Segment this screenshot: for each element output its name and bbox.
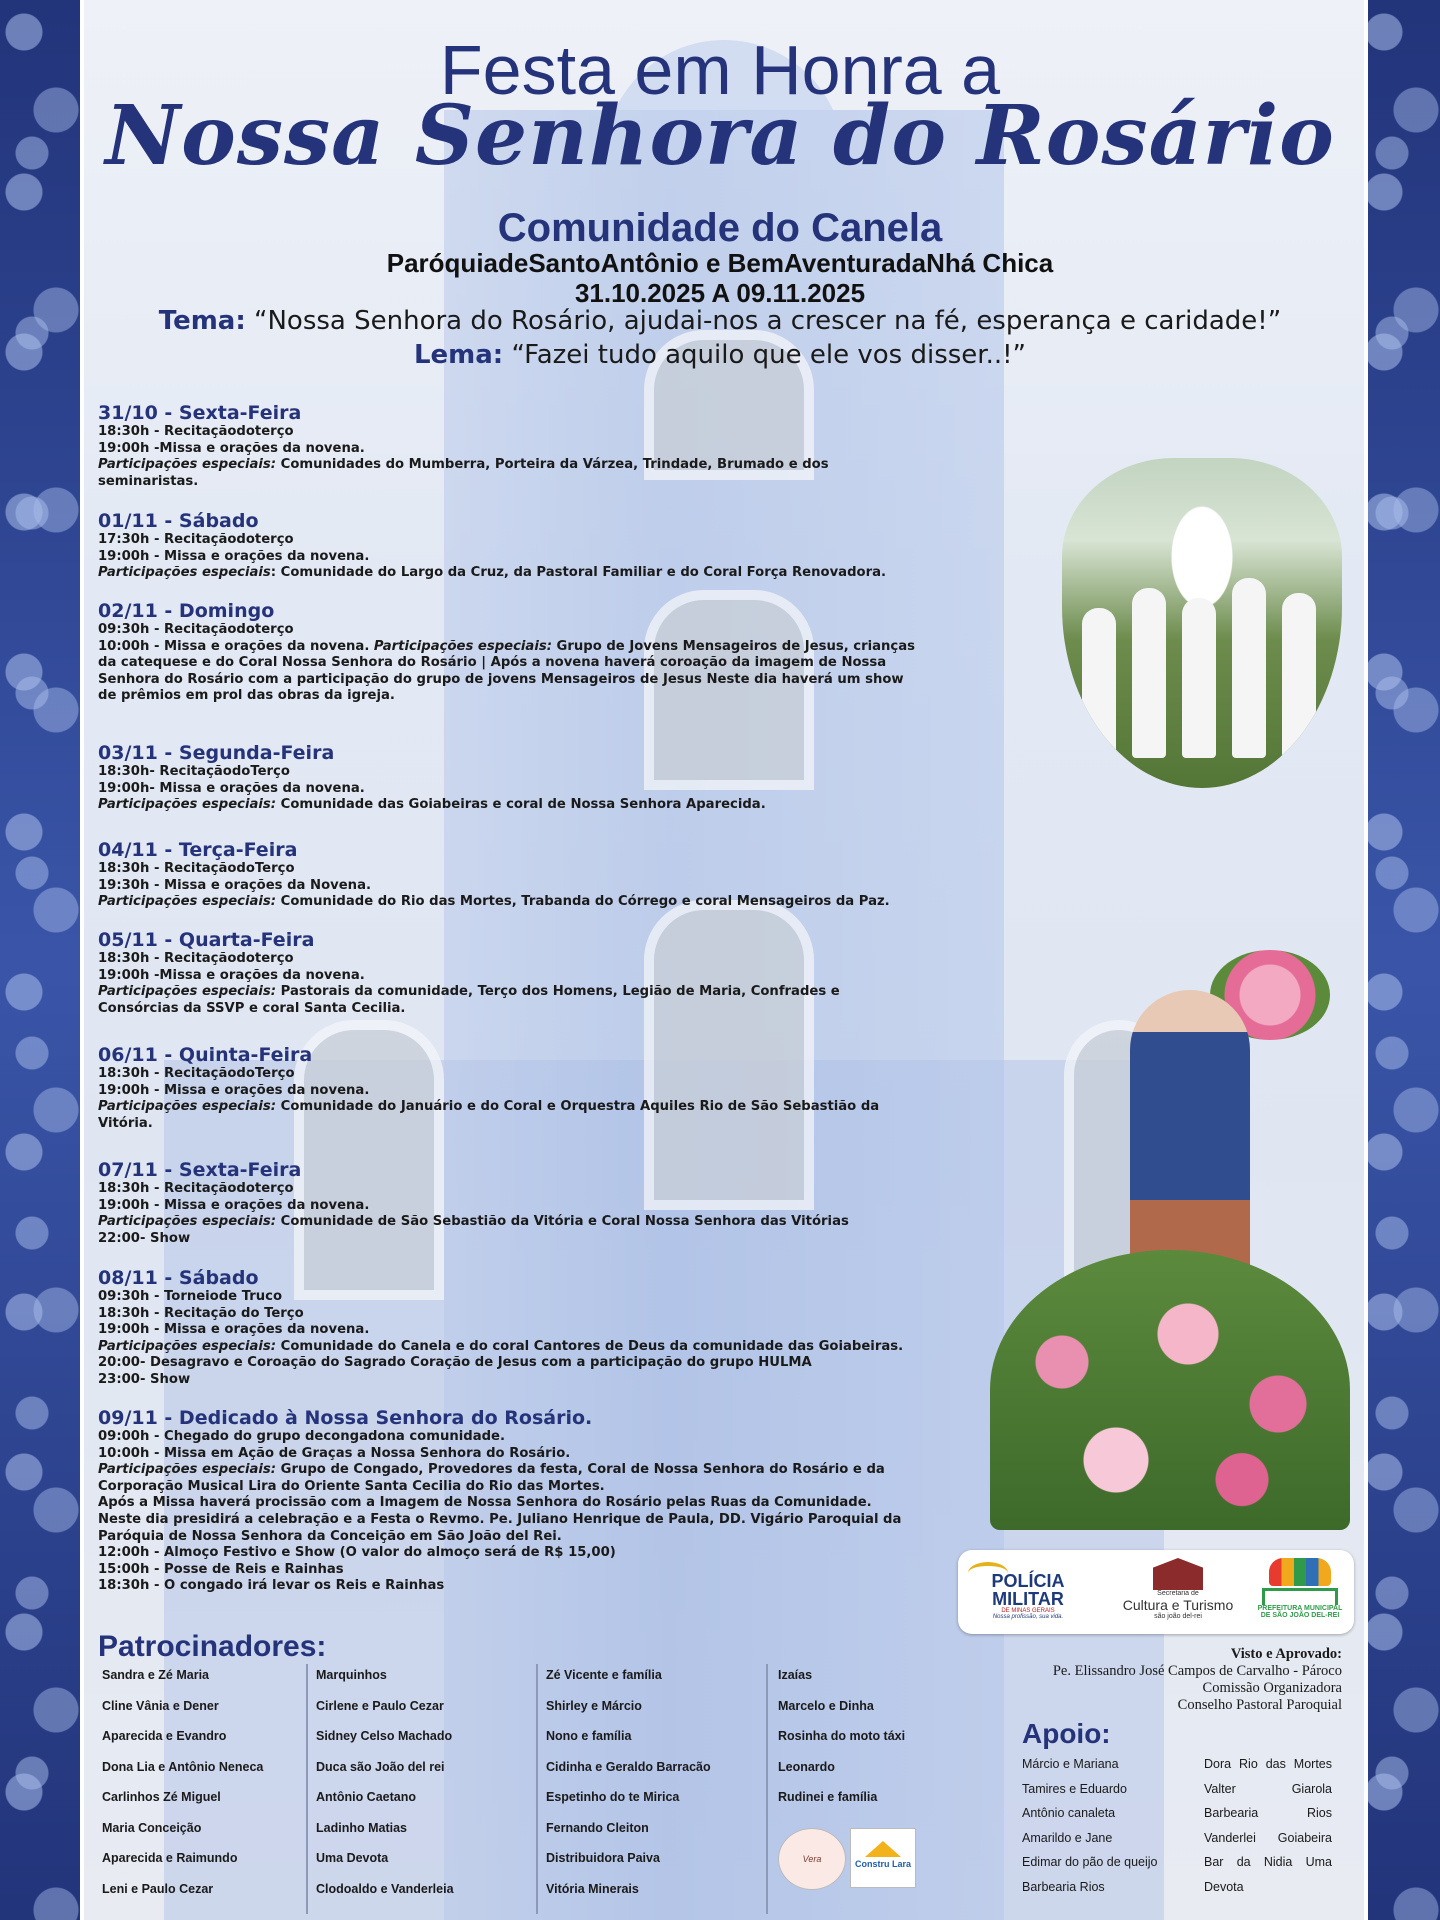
sponsor-name: Maria Conceição [102, 1820, 202, 1835]
schedule-line: Participações especiais: Comunidade de São Sebastião da Vitória e Coral Nossa Senhora das Vitórias [98, 1214, 849, 1230]
vera-logo: Vera [778, 1828, 846, 1890]
dancer-figure [1082, 608, 1116, 758]
sponsor-name: Rudinei e família [778, 1790, 878, 1804]
support-title: Apoio: [1022, 1718, 1111, 1749]
congado-photo [1062, 458, 1342, 788]
schedule-line: 19:00h -Missa e orações da novena. [98, 440, 365, 456]
statue-figure [1130, 990, 1250, 1290]
schedule-line: 20:00- Desagravo e Coroação do Sagrado Coração de Jesus com a participação do grupo HULMA [98, 1355, 812, 1371]
schedule-day [98, 1407, 958, 1595]
schedule-line: Participações especiais: Comunidade do Januário e do Coral e Orquestra Aquiles Rio de São Sebastião da [98, 1099, 880, 1115]
sponsor-name: Izaías [778, 1668, 813, 1682]
schedule-line: 09:30h - Recitaçãodoterço [98, 622, 294, 637]
schedule-line: 19:30h - Missa e orações da Novena. [98, 877, 371, 893]
construlara-logo [850, 1828, 916, 1888]
policia-militar-logo [968, 1558, 1088, 1626]
day-title: 01/11 - Sábado [98, 510, 259, 532]
arch-icon [1262, 1588, 1338, 1605]
day-title: 07/11 - Sexta-Feira [98, 1159, 302, 1181]
sponsor-name: Clodoaldo e Vanderleia [316, 1881, 454, 1896]
schedule-line: 18:30h - O congado irá levar os Reis e Rainhas [98, 1578, 445, 1594]
title-line2: Nossa Senhora do Rosário [105, 88, 1335, 184]
schedule-line: de prêmios em prol das obras da igreja. [98, 688, 395, 704]
logo-text: Constru Lara [854, 1859, 911, 1869]
logo-text: são joão del-rei [1154, 1613, 1202, 1620]
schedule-line: 18:30h - Recitaçãodoterço [98, 1181, 294, 1196]
schedule-line: 19:00h- Missa e orações da novena. [98, 780, 365, 796]
sponsor-name: Duca são João del rei [316, 1759, 445, 1774]
schedule-line: 17:30h - Recitaçãodoterço [98, 532, 294, 547]
motto-text: “Fazei tudo aquilo que ele vos disser..!” [511, 340, 1027, 370]
sponsor-name: Marcelo e Dinha [778, 1698, 874, 1713]
supporter-name: Barbearia Rios [1204, 1806, 1332, 1820]
schedule-day [98, 600, 958, 705]
supporter-name: Amarildo e Jane [1022, 1830, 1113, 1845]
dancer-figure [1282, 593, 1316, 758]
our-lady-statue-image [990, 950, 1350, 1530]
schedule-day [98, 402, 958, 490]
logo-text: MILITAR [992, 1589, 1064, 1609]
schedule-line: Vitória. [98, 1115, 153, 1131]
day-title: 05/11 - Quarta-Feira [98, 929, 315, 951]
motto [0, 340, 1440, 370]
sponsor-name: Carlinhos Zé Miguel [102, 1790, 221, 1804]
sponsor-name: Vitória Minerais [546, 1881, 639, 1896]
column-divider [306, 1664, 308, 1914]
schedule-day [98, 742, 958, 814]
schedule-line: 18:30h - Recitação do Terço [98, 1305, 304, 1321]
theme [0, 306, 1440, 336]
sponsor-name: Cidinha e Geraldo Barracão [546, 1759, 711, 1774]
special-participation-label: Participações especiais: [98, 1099, 277, 1115]
approval-heading: Visto e Aprovado: [1230, 1646, 1342, 1662]
day-title: 03/11 - Segunda-Feira [98, 742, 335, 764]
supporter-name: Bar da Nidia Uma [1204, 1855, 1332, 1869]
schedule-line: 18:30h - RecitaçãodoTerço [98, 861, 295, 876]
schedule-line: 19:00h -Missa e orações da novena. [98, 967, 365, 983]
schedule-day [98, 510, 958, 582]
schedule-line: 23:00- Show [98, 1371, 191, 1387]
schedule-line: Participações especiais: Pastorais da comunidade, Terço dos Homens, Legião de Maria, Confrades e [98, 984, 840, 1000]
special-participation-label: Participações especiais: [98, 457, 277, 473]
schedule-line: 18:30h - Recitaçãodoterço [98, 951, 294, 966]
day-title: 04/11 - Terça-Feira [98, 839, 298, 861]
schedule-line: Participações especiais: Comunidade das Goiabeiras e coral de Nossa Senhora Aparecida. [98, 797, 766, 813]
schedule-day [98, 839, 958, 911]
flower-base [990, 1250, 1350, 1530]
sponsor-name: Rosinha do moto táxi [778, 1729, 906, 1743]
sponsors-column [778, 1660, 905, 1813]
sponsor-name: Espetinho do te Mirica [546, 1790, 680, 1804]
schedule-day [98, 1044, 958, 1132]
schedule-line: 18:30h- RecitaçãodoTerço [98, 764, 290, 779]
sponsor-name: Cirlene e Paulo Cezar [316, 1698, 444, 1713]
sponsors-column [546, 1660, 711, 1904]
schedule-line: 18:30h - Recitaçãodoterço [98, 424, 294, 439]
schedule-line: Participações especiais: Comunidades do Mumberra, Porteira da Várzea, Trindade, Brumado e dos [98, 457, 829, 473]
logo-text: Secretaria de [1157, 1590, 1199, 1597]
sponsor-name: Marquinhos [316, 1668, 387, 1682]
supporter-name: Vanderlei Goiabeira [1204, 1830, 1332, 1845]
sponsor-name: Aparecida e Evandro [102, 1729, 227, 1743]
schedule-line: 10:00h - Missa e orações da novena. Participações especiais: Grupo de Jovens Mensageiros de Jesus, crianças [98, 638, 915, 654]
schedule-line: 22:00- Show [98, 1230, 191, 1246]
sponsors-column [316, 1660, 454, 1904]
people-icon [1269, 1558, 1331, 1586]
logo-text: DE MINAS GERAIS [1001, 1608, 1055, 1614]
sponsor-name: Ladinho Matias [316, 1820, 407, 1835]
schedule-line: 19:00h - Missa e orações da novena. [98, 1322, 370, 1338]
sponsor-name: Antônio Caetano [316, 1790, 416, 1804]
special-participation-label: Participações especiais: [98, 1214, 277, 1230]
schedule-line: 18:30h - RecitaçãodoTerço [98, 1066, 295, 1081]
swoosh-icon [968, 1562, 1008, 1584]
sponsor-name: Fernando Cleiton [546, 1820, 649, 1835]
approval-line: Conselho Pastoral Paroquial [1177, 1697, 1342, 1713]
schedule-line: Corporação Musical Lira do Oriente Santa Cecilia do Rio das Mortes. [98, 1478, 605, 1494]
sponsors-column [102, 1660, 263, 1904]
schedule-line: 15:00h - Posse de Reis e Rainhas [98, 1561, 344, 1577]
sponsor-name: Uma Devota [316, 1851, 389, 1865]
dancer-figure [1182, 598, 1216, 758]
parish-name: ParóquiadeSantoAntônio e BemAventuradaNhá Chica [386, 248, 1054, 278]
day-title: 08/11 - Sábado [98, 1267, 259, 1289]
community-name: Comunidade do Canela [497, 206, 943, 250]
sponsor-name: Leni e Paulo Cezar [102, 1881, 214, 1896]
schedule-line: 12:00h - Almoço Festivo e Show (O valor do almoço será de R$ 15,00) [98, 1545, 616, 1561]
dancer-figure [1232, 578, 1266, 758]
supporter-name: Dora Rio das Mortes [1204, 1757, 1332, 1771]
schedule-line: Participações especiais: Grupo de Congado, Provedores da festa, Coral de Nossa Senhora do Rosário e da [98, 1462, 885, 1478]
special-participation-label: Participações especiais [98, 565, 271, 581]
schedule-line: 09:00h - Chegado do grupo decongadona comunidade. [98, 1429, 505, 1444]
supporter-name: Tamires e Eduardo [1022, 1781, 1127, 1796]
prefeitura-logo [1254, 1558, 1346, 1626]
sponsor-name: Leonardo [778, 1759, 835, 1774]
dancer-figure [1132, 588, 1166, 758]
special-participation-label: Participações especiais: [98, 1338, 277, 1354]
schedule-day [98, 1267, 958, 1389]
logo-text: POLÍCIA [991, 1571, 1065, 1591]
approval-block [922, 1646, 1342, 1714]
schedule-line: 19:00h - Missa e orações da novena. [98, 1082, 370, 1098]
special-participation-label: Participações especiais: [98, 1462, 277, 1478]
logo-text: Nossa profissão, sua vida. [992, 1614, 1064, 1620]
schedule-day [98, 929, 958, 1017]
schedule-line: Neste dia presidirá a celebração e a Festa o Revmo. Pe. Juliano Henrique de Paula, DD. Vigário Paroquial da [98, 1511, 902, 1527]
schedule-line: da catequese e do Coral Nossa Senhora do Rosário | Após a novena haverá coroação da imagem de Nossa [98, 655, 887, 671]
sponsor-logos [778, 1828, 918, 1888]
day-title: 31/10 - Sexta-Feira [98, 402, 302, 424]
roof-icon [865, 1841, 901, 1857]
supporter-name: Antônio canaleta [1022, 1806, 1116, 1820]
sponsor-name: Aparecida e Raimundo [102, 1851, 238, 1865]
schedule-line: 09:30h - Torneiode Truco [98, 1289, 283, 1304]
title-line1: Festa em Honra a [439, 31, 1001, 109]
column-divider [766, 1664, 768, 1914]
sponsor-name: Distribuidora Paiva [546, 1851, 660, 1865]
special-participation-label: Participações especiais: [373, 638, 552, 654]
schedule-line: Participações especiais: Comunidade do Rio das Mortes, Trabanda do Córrego e coral Mensageiros da Paz. [98, 894, 890, 910]
support-column [1204, 1752, 1332, 1899]
schedule-line: Paróquia de Nossa Senhora da Conceição em São João del Rei. [98, 1528, 562, 1544]
schedule-line: 19:00h - Missa e orações da novena. [98, 1197, 370, 1213]
approval-line: Comissão Organizadora [1202, 1680, 1342, 1696]
supporter-name: Barbearia Rios [1022, 1879, 1105, 1894]
schedule-line: Participações especiais: Comunidade do Canela e do coral Cantores de Deus da comunidade das Goiabeiras. [98, 1338, 904, 1354]
schedule-line: Consórcias da SSVP e coral Santa Cecilia. [98, 1000, 406, 1016]
theme-text: “Nossa Senhora do Rosário, ajudai-nos a crescer na fé, esperança e caridade!” [254, 306, 1282, 336]
supporter-name: Valter Giarola [1204, 1781, 1332, 1796]
sponsor-name: Nono e família [546, 1729, 632, 1743]
support-column [1022, 1752, 1158, 1899]
schedule-line: 19:00h - Missa e orações da novena. [98, 548, 370, 564]
sponsor-name: Dona Lia e Antônio Neneca [102, 1759, 264, 1774]
sponsors-title: Patrocinadores: [98, 1630, 327, 1663]
sponsor-name: Zé Vicente e família [546, 1668, 662, 1682]
schedule-line: Senhora do Rosário com a participação do grupo de jovens Mensageiros de Jesus Neste dia haverá um show [98, 671, 904, 687]
special-participation-label: Participações especiais: [98, 984, 277, 1000]
cultura-turismo-logo [1118, 1558, 1238, 1626]
schedule-line: Após a Missa haverá procissão com a Imagem de Nossa Senhora do Rosário pelas Ruas da Comunidade. [98, 1495, 872, 1511]
supporter-name: Márcio e Mariana [1022, 1757, 1119, 1771]
supporter-name: Edimar do pão de queijo [1022, 1855, 1158, 1869]
sponsor-name: Shirley e Márcio [546, 1698, 642, 1713]
sponsor-name: Sidney Celso Machado [316, 1729, 453, 1743]
special-participation-label: Participações especiais: [98, 797, 277, 813]
supporter-name: Devota [1204, 1879, 1244, 1894]
schedule-line: seminaristas. [98, 473, 199, 489]
approval-line: Pe. Elissandro José Campos de Carvalho - Pároco [1052, 1663, 1342, 1679]
logo-text: PREFEITURA MUNICIPAL [1257, 1605, 1343, 1612]
schedule-line: 10:00h - Missa em Ação de Graças a Nossa Senhora do Rosário. [98, 1445, 571, 1461]
sponsor-name: Sandra e Zé Maria [102, 1668, 209, 1682]
schedule-day [98, 1159, 958, 1247]
day-title: 06/11 - Quinta-Feira [98, 1044, 313, 1066]
motto-label: Lema: [413, 340, 504, 370]
column-divider [536, 1664, 538, 1914]
logo-text: DE SÃO JOÃO DEL-REI [1260, 1612, 1340, 1619]
building-icon [1153, 1558, 1203, 1590]
festival-dates: 31.10.2025 A 09.11.2025 [574, 278, 866, 308]
logo-text: Cultura e Turismo [1122, 1597, 1234, 1613]
sponsor-name: Cline Vânia e Dener [102, 1698, 219, 1713]
theme-label: Tema: [158, 306, 246, 336]
day-title: 09/11 - Dedicado à Nossa Senhora do Rosário. [98, 1407, 593, 1429]
schedule-line: Participações especiais: Comunidade do Largo da Cruz, da Pastoral Familiar e do Coral Força Renovadora. [98, 565, 886, 581]
institutional-logos [958, 1550, 1354, 1634]
day-title: 02/11 - Domingo [98, 600, 275, 622]
special-participation-label: Participações especiais: [98, 894, 277, 910]
